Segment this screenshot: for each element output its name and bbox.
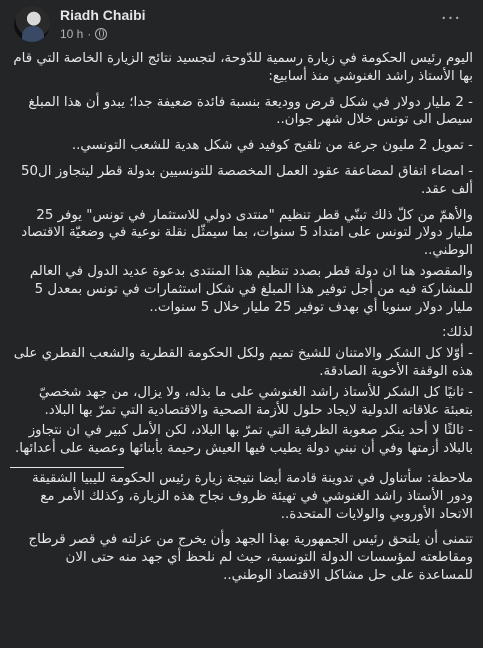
- post-body: [10, 50, 473, 588]
- author-name[interactable]: Riadh Chaibi: [60, 7, 146, 23]
- post-header: [0, 0, 483, 50]
- post-paragraph: - 2 مليار دولار في شكل قرض ووديعة بنسبة فائدة ضعيفة جدا؛ يبدو أن هذا المبلغ سيصل الى تونس خلال شهر جوان..: [28, 94, 473, 128]
- post-paragraph: - ثالثًا لا أحد ينكر صعوبة الظرفية التي تمرّ بها البلاد، لكن الأمل كبير في ان نتجاوز بالبلاد أزمتها وفي أن نبني دولة يطيب فيها العيش رحيمة بأبنائها وعصية على أعدائها.: [15, 423, 473, 457]
- post-time[interactable]: 10 h: [60, 27, 84, 41]
- post-paragraph: ملاحظة: سأتناول في تدوينة قادمة أيضا نتيجة زيارة رئيس الحكومة لليبيا الشقيقة ودور الأستاذ راشد الغنوشي في تهيئة ظروف نجاح هذه الزيارة، وكذلك الأمر مع الاتحاد الأوروبي والولايات المتحدة..: [32, 470, 473, 522]
- post-paragraph: تتمنى أن يلتحق رئيس الجمهورية بهذا الجهد وأن يخرج من عزلته في قصر قرطاج ومقاطعته لمؤسسات الدولة التونسية، حيث لم نلحظ أي جهد منه حتى الان للمساعدة على حل مشاكل الاقتصاد الوطني..: [28, 532, 473, 583]
- post-paragraph: - تمويل 2 مليون جرعة من تلقيح كوفيد في شكل هدية للشعب التونسي..: [71, 138, 473, 154]
- post-meta: [60, 27, 107, 41]
- meta-separator: ·: [87, 27, 92, 41]
- post-paragraph: لذلك:: [442, 325, 473, 341]
- post-paragraph: - أوّلا كل الشكر والامتنان للشيخ تميم ولكل الحكومة القطرية والشعب القطري على هذه الوقفة الأخوية الصادقة.: [13, 346, 473, 379]
- post-paragraph: والمقصود هنا ان دولة قطر بصدد تنظيم هذا المنتدى بدعوة عديد الدول في العالم للمشاركة فيه من أجل توفير هذا المبلغ في شكل استثمارات في تونس بمعدل 5 مليار دولار سنويا أي بهدف توفير 25 مليار خلال 5 سنوات..: [29, 263, 473, 315]
- more-options-icon[interactable]: ···: [440, 8, 462, 29]
- divider: [10, 467, 124, 468]
- post-paragraph: - ثانيًا كل الشكر للأستاذ راشد الغنوشي على ما بذله، ولا يزال، من جهد شخصيّ بتعبئة علاقاته الدولية لايجاد حلول للأزمة الصحية والاقتصادية التي تمرّ بها البلاد.: [38, 384, 473, 418]
- post-paragraph: والأهمّ من كلّ ذلك تبنّي قطر تنظيم "منتدى دولي للاستثمار في تونس" يوفر 25 مليار دولار لتونس على امتداد 5 سنوات، بما سيمثّل نقلة نوعية في وضعيّة الاقتصاد الوطني..: [21, 207, 473, 259]
- avatar[interactable]: [14, 6, 50, 42]
- globe-icon: [95, 28, 107, 40]
- post-paragraph: اليوم رئيس الحكومة في زيارة رسمية للدّوحة، لتجسيد نتائج الزيارة الخاصة التي قام بها الأستاذ راشد الغنوشي منذ أسابيع:: [13, 51, 473, 84]
- post-paragraph: - امضاء اتفاق لمضاعفة عقود العمل المخصصة للتونسيين بدولة قطر ليتجاوز ال50 ألف عقد.: [20, 163, 473, 197]
